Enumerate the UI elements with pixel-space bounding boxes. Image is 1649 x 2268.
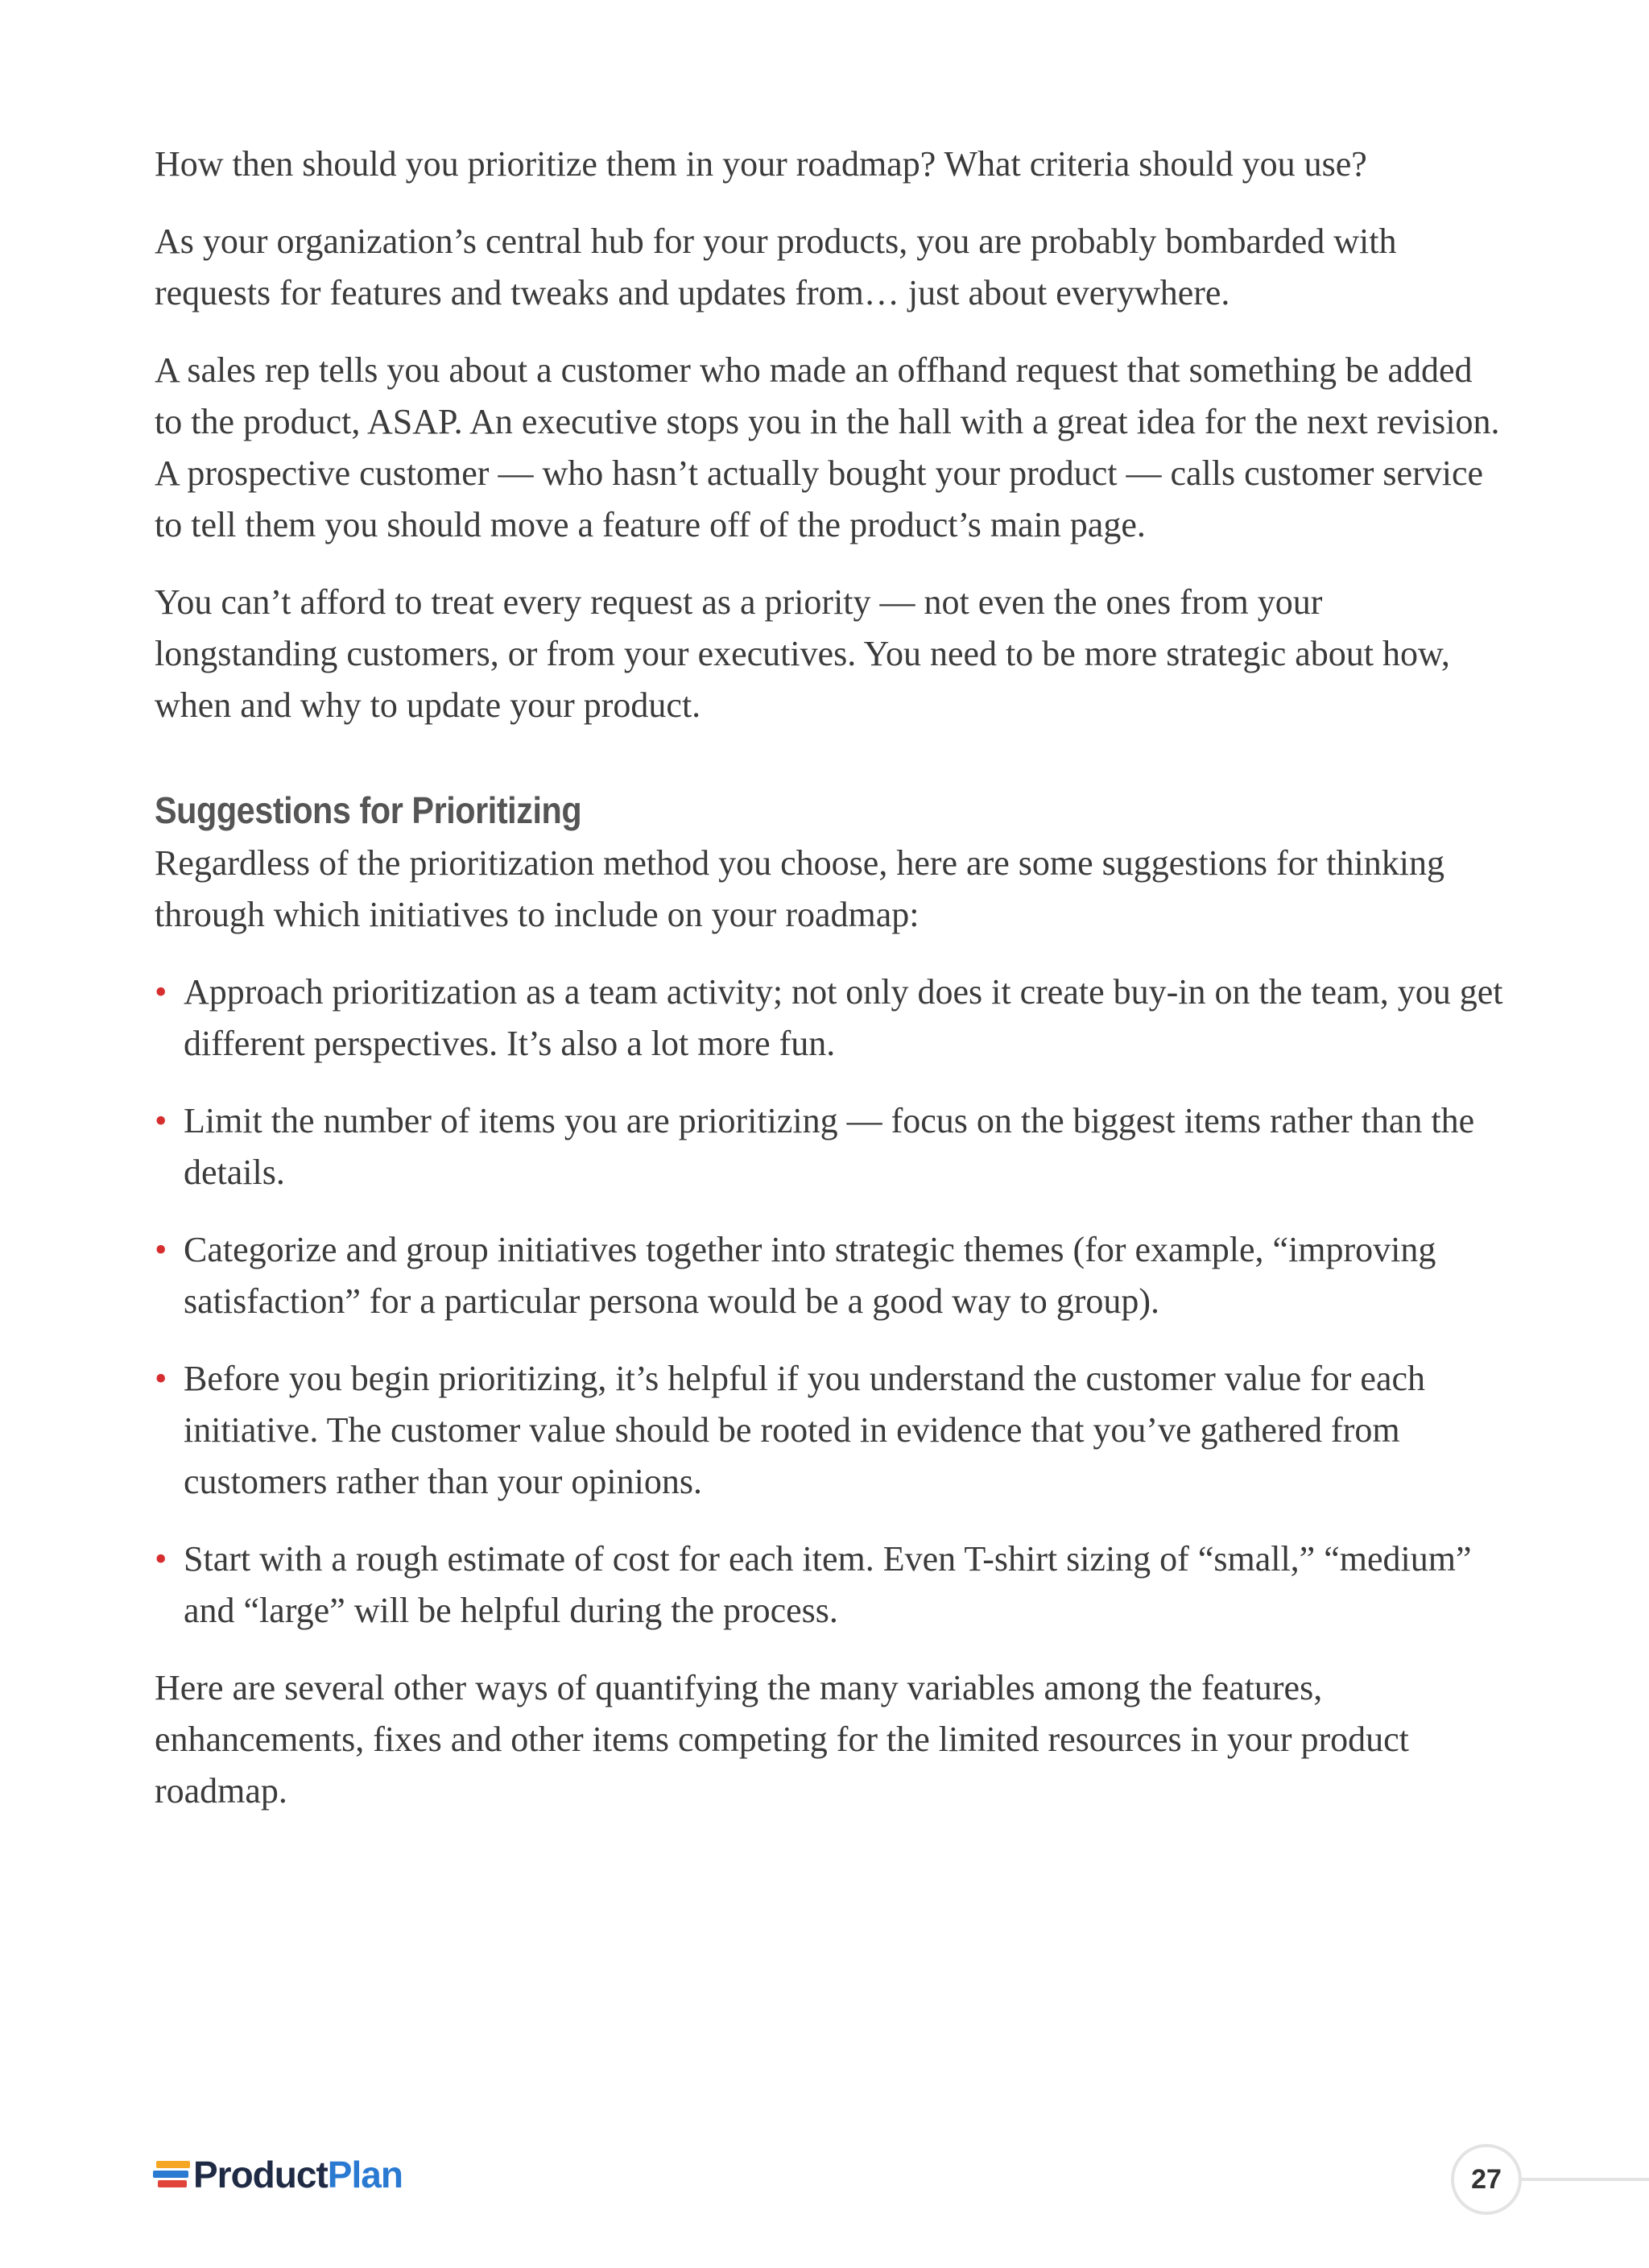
paragraph-1: How then should you prioritize them in your roadmap? What criteria should you use? (155, 144, 1367, 184)
list-item-text: Before you begin prioritizing, it’s helpful if you understand the customer value for each initiative. The customer value should be rooted in evidence that you’ve gathered from customers rather than your opinions. (184, 1359, 1425, 1501)
list-item-text: Approach prioritization as a team activity; not only does it create buy-in on the team, you get different perspectives. It’s also a lot more fun. (184, 972, 1503, 1063)
page-number-badge (1449, 2142, 1649, 2215)
bullet-icon: • (155, 1539, 167, 1579)
paragraph-3: A sales rep tells you about a customer who made an offhand request that something be added to the product, ASAP. An executive stops you in the hall with a great idea for the next revision. A prospective customer — who hasn’t actually bought your product — calls customer service to tell them you should move a feature off of the product’s main page. (155, 350, 1500, 544)
list-item (155, 1224, 1507, 1327)
page-number-rule (1520, 2178, 1649, 2181)
bullet-icon: • (155, 972, 167, 1012)
paragraph-4: You can’t afford to treat every request as a priority — not even the ones from your longstanding customers, or from your executives. You need to be more strategic about how, when and why to update your product. (155, 582, 1450, 725)
logo-wordmark (193, 2153, 403, 2196)
section-heading: Suggestions for Prioritizing (155, 789, 582, 831)
logo-wordmark-plan: Plan (327, 2154, 403, 2196)
closing-paragraph: Here are several other ways of quantifying the many variables among the features, enhancements, fixes and other items competing for the limited resources in your product roadmap. (155, 1668, 1409, 1811)
paragraph-2: As your organization’s central hub for your products, you are probably bombarded with requests for features and tweaks and updates from… just about everywhere. (155, 221, 1397, 312)
page-content (155, 139, 1507, 1843)
section-intro: Regardless of the prioritization method you choose, here are some suggestions for thinking through which initiatives to include on your roadmap: (155, 843, 1444, 934)
list-item (155, 1353, 1507, 1508)
logo-wordmark-product: Product (193, 2154, 328, 2196)
list-item (155, 966, 1507, 1070)
list-item-text: Start with a rough estimate of cost for each item. Even T-shirt sizing of “small,” “medium” and “large” will be helpful during the process. (184, 1539, 1472, 1630)
bullet-icon: • (155, 1101, 167, 1140)
bullet-icon: • (155, 1230, 167, 1269)
productplan-logo (153, 2152, 403, 2197)
suggestion-list (155, 966, 1507, 1637)
bullet-icon: • (155, 1359, 167, 1398)
page-number: 27 (1451, 2144, 1522, 2215)
list-item (155, 1095, 1507, 1198)
list-item (155, 1533, 1507, 1637)
list-item-text: Categorize and group initiatives together into strategic themes (for example, “improving satisfaction” for a particular persona would be a good way to group). (184, 1230, 1436, 1321)
list-item-text: Limit the number of items you are prioritizing — focus on the biggest items rather than the details. (184, 1101, 1475, 1192)
logo-bars-icon (153, 2161, 190, 2188)
